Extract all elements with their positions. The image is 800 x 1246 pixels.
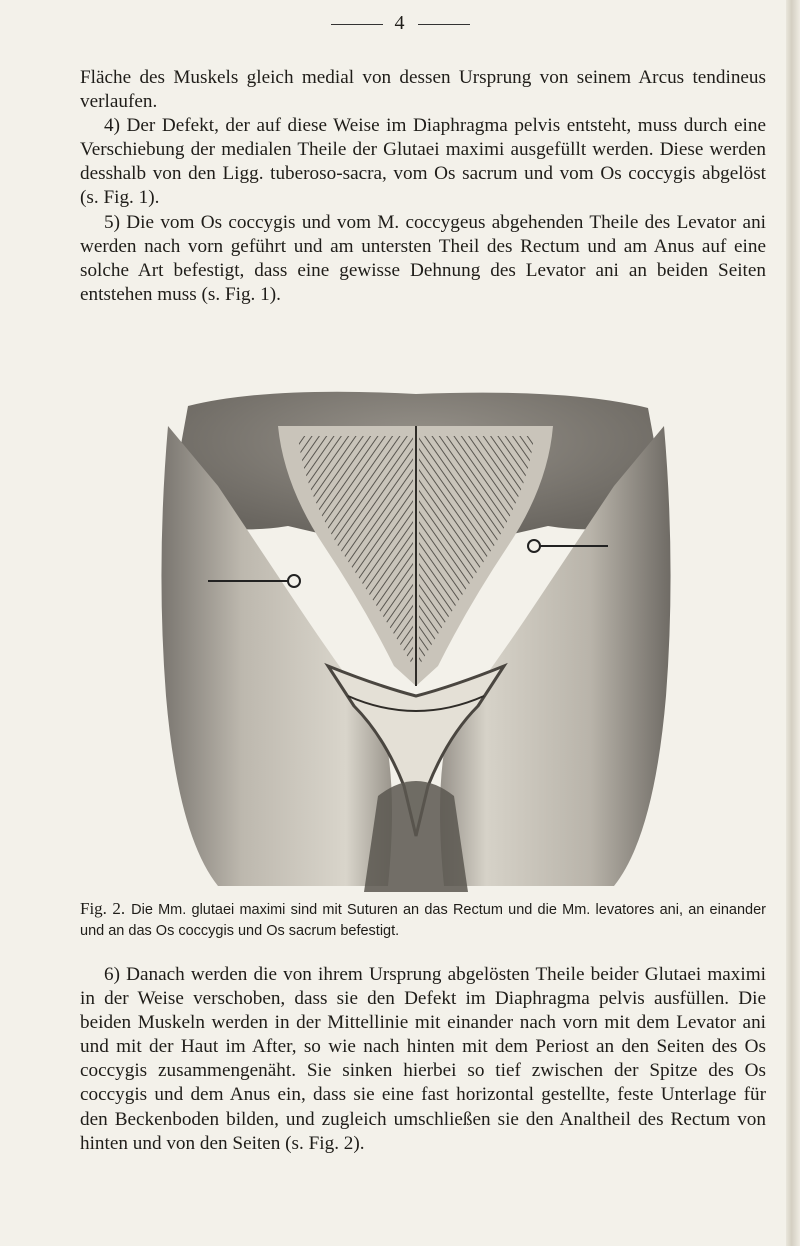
text-block-top [80, 66, 766, 307]
figure-2-illustration [148, 366, 684, 892]
paragraph-4: 4) Der Defekt, der auf diese Weise im Diaphragma pelvis entsteht, muss durch eine Verschiebung der medialen Theile der Glutaei maximi ausgefüllt werden. Diese werden desshalb von den Ligg. tuberoso-sacra, vom Os sacrum und vom Os coccygis abgelöst (s. Fig. 1). [80, 115, 766, 209]
caption-text: Die Mm. glutaei maximi sind mit Suturen an das Rectum und die Mm. levatores ani, an einander und an das Os coccygis und Os sacrum befestigt. [80, 902, 766, 939]
header-dash-right [418, 24, 470, 25]
paragraph-continuation: Fläche des Muskels gleich medial von dessen Ursprung von seinem Arcus tendineus verlaufen. [80, 67, 766, 113]
page-header [0, 12, 800, 35]
text-block-bottom [80, 963, 766, 1156]
paragraph-6: 6) Danach werden die von ihrem Ursprung abgelösten Theile beider Glutaei maximi in der Weise verschoben, dass sie den Defekt im Diaphragma pelvis ausfüllen. Die beiden Muskeln werden in der Mittellinie mit einander nach vorn mit dem Levator ani und mit der Haut im After, so wie nach hinten mit dem Periost an den Seiten des Os coccygis zusammengenäht. Sie sinken hierbei so tief zwischen der Spitze des Os coccygis und dem Anus ein, dass sie eine fast horizontal gestellte, feste Unterlage für den Beckenboden bilden, und zugleich umschließen sie den Analtheil des Rectum von hinten und von den Seiten (s. Fig. 2). [80, 964, 766, 1154]
page-edge [786, 0, 800, 1246]
paragraph-5: 5) Die vom Os coccygis und vom M. coccygeus abgehenden Theile des Levator ani werden nach vorn geführt und am untersten Theil des Rectum und am Anus auf eine solche Art befestigt, dass eine gewisse Dehnung des Levator ani an beiden Seiten entstehen muss (s. Fig. 1). [80, 211, 766, 305]
header-dash-left [331, 24, 383, 25]
figure-caption [80, 898, 766, 942]
caption-label: Fig. 2. [80, 899, 126, 918]
page-number: 4 [394, 12, 406, 34]
